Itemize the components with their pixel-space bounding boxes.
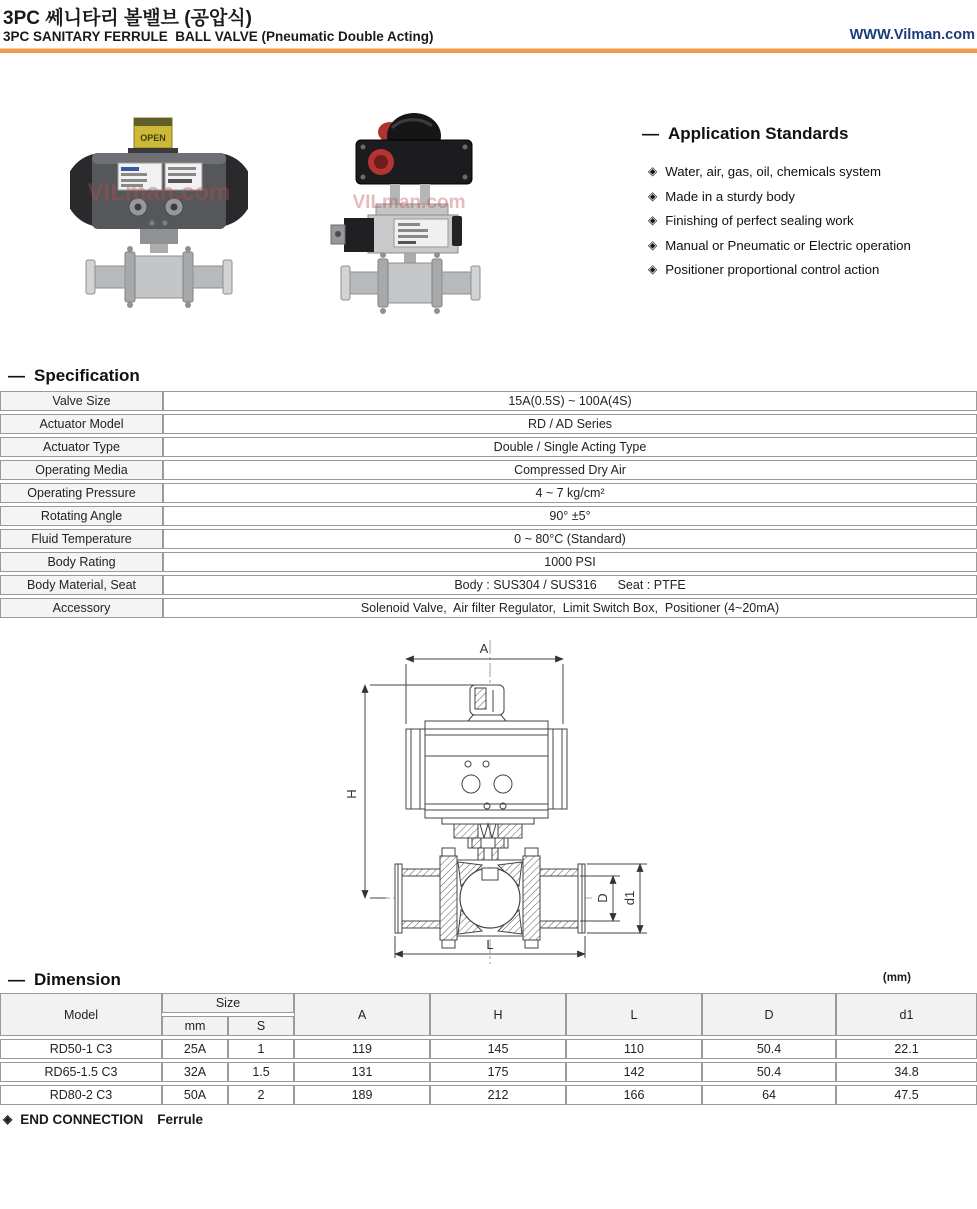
technical-drawing bbox=[330, 636, 670, 968]
table-row bbox=[0, 598, 977, 618]
dimension-heading: — Dimension bbox=[8, 970, 121, 989]
col-header-size: Size bbox=[162, 993, 294, 1013]
dimension-table bbox=[0, 990, 977, 1108]
spec-value: Solenoid Valve, Air filter Regulator, Limit Switch Box, Positioner (4~20mA) bbox=[163, 598, 977, 618]
list-item: ◈ Manual or Pneumatic or Electric operation bbox=[648, 237, 911, 253]
spec-value: Body : SUS304 / SUS316 Seat : PTFE bbox=[163, 575, 977, 595]
table-row bbox=[0, 529, 977, 549]
spec-label: Rotating Angle bbox=[0, 506, 163, 526]
cell-mm: 32A bbox=[162, 1062, 228, 1082]
cell-s: 1 bbox=[228, 1039, 294, 1059]
cell-h: 212 bbox=[430, 1085, 566, 1105]
dim-label-h: H bbox=[344, 789, 359, 799]
application-standards-section bbox=[642, 124, 977, 283]
table-row bbox=[0, 483, 977, 503]
list-item: ◈ Made in a sturdy body bbox=[648, 188, 795, 204]
spec-label: Body Rating bbox=[0, 552, 163, 572]
cell-a: 189 bbox=[294, 1085, 430, 1105]
page-subtitle: 3PC SANITARY FERRULE BALL VALVE (Pneumatic Double Acting) bbox=[3, 29, 434, 44]
top-bracket bbox=[468, 685, 506, 721]
end-connection-label: END CONNECTION bbox=[20, 1112, 144, 1127]
specification-heading: — Specification bbox=[8, 366, 140, 385]
cell-mm: 25A bbox=[162, 1039, 228, 1059]
table-row bbox=[0, 460, 977, 480]
table-row bbox=[0, 1085, 977, 1105]
heading-dash: — bbox=[8, 366, 25, 385]
cell-d: 50.4 bbox=[702, 1039, 836, 1059]
ball-valve-body bbox=[341, 252, 480, 314]
application-standards-heading: — Application Standards bbox=[642, 124, 849, 143]
spec-value: 0 ~ 80°C (Standard) bbox=[163, 529, 977, 549]
cell-a: 119 bbox=[294, 1039, 430, 1059]
diamond-bullet-icon: ◈ bbox=[648, 262, 658, 276]
cell-h: 175 bbox=[430, 1062, 566, 1082]
spec-label: Actuator Type bbox=[0, 437, 163, 457]
col-header-l: L bbox=[566, 993, 702, 1036]
dim-label-d1: d1 bbox=[622, 890, 637, 906]
cell-mm: 50A bbox=[162, 1085, 228, 1105]
spec-label: Fluid Temperature bbox=[0, 529, 163, 549]
cell-s: 1.5 bbox=[228, 1062, 294, 1082]
header-divider bbox=[0, 48, 977, 53]
cell-d: 50.4 bbox=[702, 1062, 836, 1082]
spec-value: Compressed Dry Air bbox=[163, 460, 977, 480]
spec-value: 15A(0.5S) ~ 100A(4S) bbox=[163, 391, 977, 411]
specification-table bbox=[0, 388, 977, 621]
spec-label: Valve Size bbox=[0, 391, 163, 411]
cell-l: 110 bbox=[566, 1039, 702, 1059]
cell-d1: 22.1 bbox=[836, 1039, 977, 1059]
product-photo-actuator-valve bbox=[70, 110, 248, 340]
spec-label: Actuator Model bbox=[0, 414, 163, 434]
list-item: ◈ Water, air, gas, oil, chemicals system bbox=[648, 164, 881, 179]
col-header-model: Model bbox=[0, 993, 162, 1036]
list-item: ◈ Finishing of perfect sealing work bbox=[648, 213, 854, 228]
col-header-d1: d1 bbox=[836, 993, 977, 1036]
dim-label-a: A bbox=[479, 641, 489, 656]
col-header-h: H bbox=[430, 993, 566, 1036]
actuator-with-solenoid bbox=[331, 215, 462, 253]
diamond-bullet-icon: ◈ bbox=[3, 1112, 13, 1126]
spec-label: Accessory bbox=[0, 598, 163, 618]
col-header-a: A bbox=[294, 993, 430, 1036]
solenoid-valve bbox=[344, 218, 374, 252]
heading-dash: — bbox=[8, 970, 25, 989]
table-row bbox=[0, 437, 977, 457]
photo-watermark: VILman.com bbox=[87, 179, 231, 206]
cell-s: 2 bbox=[228, 1085, 294, 1105]
mounting-bracket bbox=[140, 229, 178, 244]
end-connection-value: Ferrule bbox=[157, 1112, 204, 1127]
cell-a: 131 bbox=[294, 1062, 430, 1082]
table-row bbox=[0, 506, 977, 526]
spec-value: RD / AD Series bbox=[163, 414, 977, 434]
product-photo-switchbox-valve bbox=[328, 106, 490, 338]
spec-value: 4 ~ 7 kg/cm² bbox=[163, 483, 977, 503]
table-row bbox=[0, 552, 977, 572]
cell-model: RD80-2 C3 bbox=[0, 1085, 162, 1105]
table-row bbox=[0, 414, 977, 434]
col-header-s: S bbox=[228, 1016, 294, 1036]
spec-label: Body Material, Seat bbox=[0, 575, 163, 595]
diamond-bullet-icon: ◈ bbox=[648, 237, 658, 252]
cell-l: 142 bbox=[566, 1062, 702, 1082]
spec-label: Operating Pressure bbox=[0, 483, 163, 503]
spec-value: 1000 PSI bbox=[163, 552, 977, 572]
diamond-bullet-icon: ◈ bbox=[648, 164, 658, 178]
open-indicator bbox=[128, 118, 178, 153]
website-logo: WWW.Vilman.com bbox=[849, 27, 975, 43]
table-row bbox=[0, 575, 977, 595]
table-row bbox=[0, 1039, 977, 1059]
col-header-d: D bbox=[702, 993, 836, 1036]
cell-d: 64 bbox=[702, 1085, 836, 1105]
diamond-bullet-icon: ◈ bbox=[648, 213, 658, 227]
col-header-mm: mm bbox=[162, 1016, 228, 1036]
end-connection-note bbox=[3, 1112, 203, 1127]
diamond-bullet-icon: ◈ bbox=[648, 188, 658, 203]
cell-model: RD65-1.5 C3 bbox=[0, 1062, 162, 1082]
cell-model: RD50-1 C3 bbox=[0, 1039, 162, 1059]
list-item: ◈ Positioner proportional control action bbox=[648, 262, 880, 277]
spec-value: Double / Single Acting Type bbox=[163, 437, 977, 457]
cell-l: 166 bbox=[566, 1085, 702, 1105]
unit-note: (mm) bbox=[882, 972, 911, 984]
cell-d1: 47.5 bbox=[836, 1085, 977, 1105]
cell-h: 145 bbox=[430, 1039, 566, 1059]
dim-label-d: D bbox=[595, 893, 610, 903]
table-row bbox=[0, 391, 977, 411]
page-title: 3PC 쎄니타리 볼밸브 (공압식) bbox=[3, 8, 252, 29]
cell-d1: 34.8 bbox=[836, 1062, 977, 1082]
spec-value: 90° ±5° bbox=[163, 506, 977, 526]
valve-body-section bbox=[440, 848, 540, 948]
actuator-outline bbox=[406, 721, 567, 818]
ball-valve-body bbox=[86, 246, 232, 308]
spec-label: Operating Media bbox=[0, 460, 163, 480]
table-header-row bbox=[0, 993, 977, 1013]
dim-label-l: L bbox=[486, 937, 494, 952]
heading-dash: — bbox=[642, 124, 659, 143]
photo-watermark: VILman.com bbox=[352, 192, 466, 213]
application-standards-list bbox=[648, 160, 977, 283]
limit-switch-box bbox=[356, 113, 472, 184]
open-label: OPEN bbox=[140, 133, 166, 143]
table-row bbox=[0, 1062, 977, 1082]
